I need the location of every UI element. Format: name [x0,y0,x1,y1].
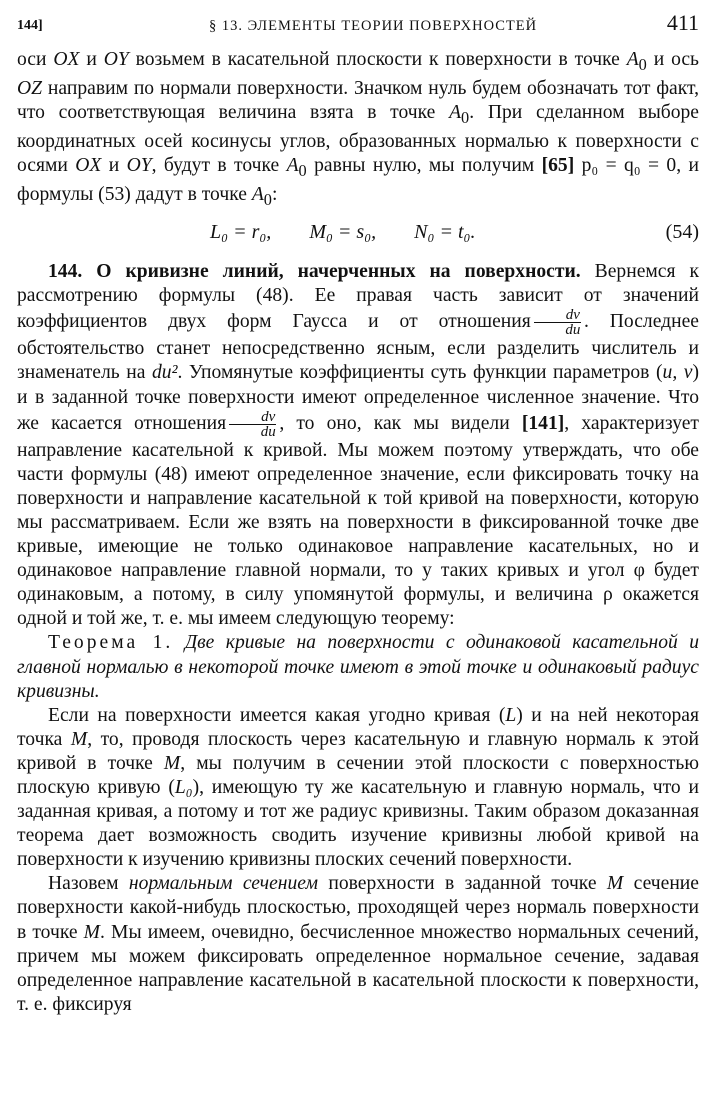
paragraph-axes: оси OX и OY возьмем в касательной плоскости к поверхности в точке $A_0$ и ось OZ направим по нормали поверхности. Значком нуль будем обозначать тот факт, что соответствующая величина взята в точке $A_0$. При сделанном выборе координатных осей косинусы углов, образованных нормалью к поверхности с осями OX и OY, будут в точке $A_0$ равны нулю, мы получим [65] p₀ = q₀ = 0, и формулы (53) дадут в точке $A_0$: [17,49,699,210]
citation: [65] [541,155,575,177]
theorem-label: Теорема 1. [48,632,174,654]
citation: [141] [521,412,565,434]
equation-54 [17,212,699,260]
equation-number: (54) [665,221,699,244]
paragraph-normal-section: Назовем нормальным сечением поверхности в заданной точке M сечение поверхности какой-нибудь плоскостью, проходящей через нормаль поверхности в точке M. Мы имеем, очевидно, бесчисленное множество нормальных сечений, причем мы можем фиксировать определенное нормальное сечение, задавая определенное направление касательной в касательной плоскости к поверхности, т. е. фиксируя [17,873,699,1015]
defined-term: нормальным сечением [128,873,319,895]
book-page [17,8,699,1017]
paragraph-plane-section: Если на поверхности имеется какая угодно кривая (L) и на ней некоторая точка M, то, проводя плоскость через касательную и главную нормаль к этой кривой в точке M, мы получим в сечении этой плоскости с поверхностью плоскую кривую (L₀), имеющую ту же касательную и главную нормаль, что и заданная кривая, а потому и тот же радиус кривизны. Таким образом доказанная теорема дает возможность сводить изучение кривизны любой кривой на поверхности к изучению кривизны плоских сечений поверхности. [17,704,700,871]
paragraph-section-144: 144. О кривизне линий, начерченных на поверхности. Вернемся к рассмотрению формулы (48). Ее правая часть зависит от значений коэффициентов двух форм Гаусса и от отношения $\frac{dv}{du}$ . Последнее обстоятельство станет непосредственно ясным, если разделить числитель и знаменатель на du². Упомянутые коэффициенты суть функции параметров (u, v) и в заданной точке поверхности имеют определенное численное значение. Что же касается отношения $\frac{dv}{du}$ , то оно, как мы видели [141], характеризует направление касательной к кривой. Мы можем поэтому утверждать, что обе части формулы (48) имеют определенное значение, если фиксировать точку на поверхности и направление касательной к той кривой на поверхности, которую мы рассматриваем. Если же взять на поверхности в фиксированной точке две кривые, имеющие не только одинаковое направление касательных, но и одинаковое направление главной нормали, то у таких кривых и угол φ будет одинаковым, а потому, в силу упомянутой формулы, и величина ρ окажется одной и той же, т. е. мы имеем следующую теорему: [17,261,700,630]
running-header [17,8,699,48]
page-number: 411 [666,10,699,35]
fraction-dv-du: $\frac{dv}{du}$ [229,410,276,439]
header-title: § 13. ЭЛЕМЕНТЫ ТЕОРИИ ПОВЕРХНОСТЕЙ [209,18,538,34]
theorem-1 [17,631,699,703]
theorem-statement: Две кривые на поверхности с одинаковой касательной и главной нормалью в некоторой точке имеют в этой точке и одинаковый радиус кривизны. [17,632,700,702]
header-section-ref: 144] [17,18,43,33]
equation-body: L₀ = r₀, M₀ = s₀, N₀ = t₀. [210,221,476,244]
section-title: 144. О кривизне линий, начерченных на поверхности. [48,261,581,283]
body-text [17,48,699,1017]
fraction-dv-du: $\frac{dv}{du}$ [534,308,581,337]
